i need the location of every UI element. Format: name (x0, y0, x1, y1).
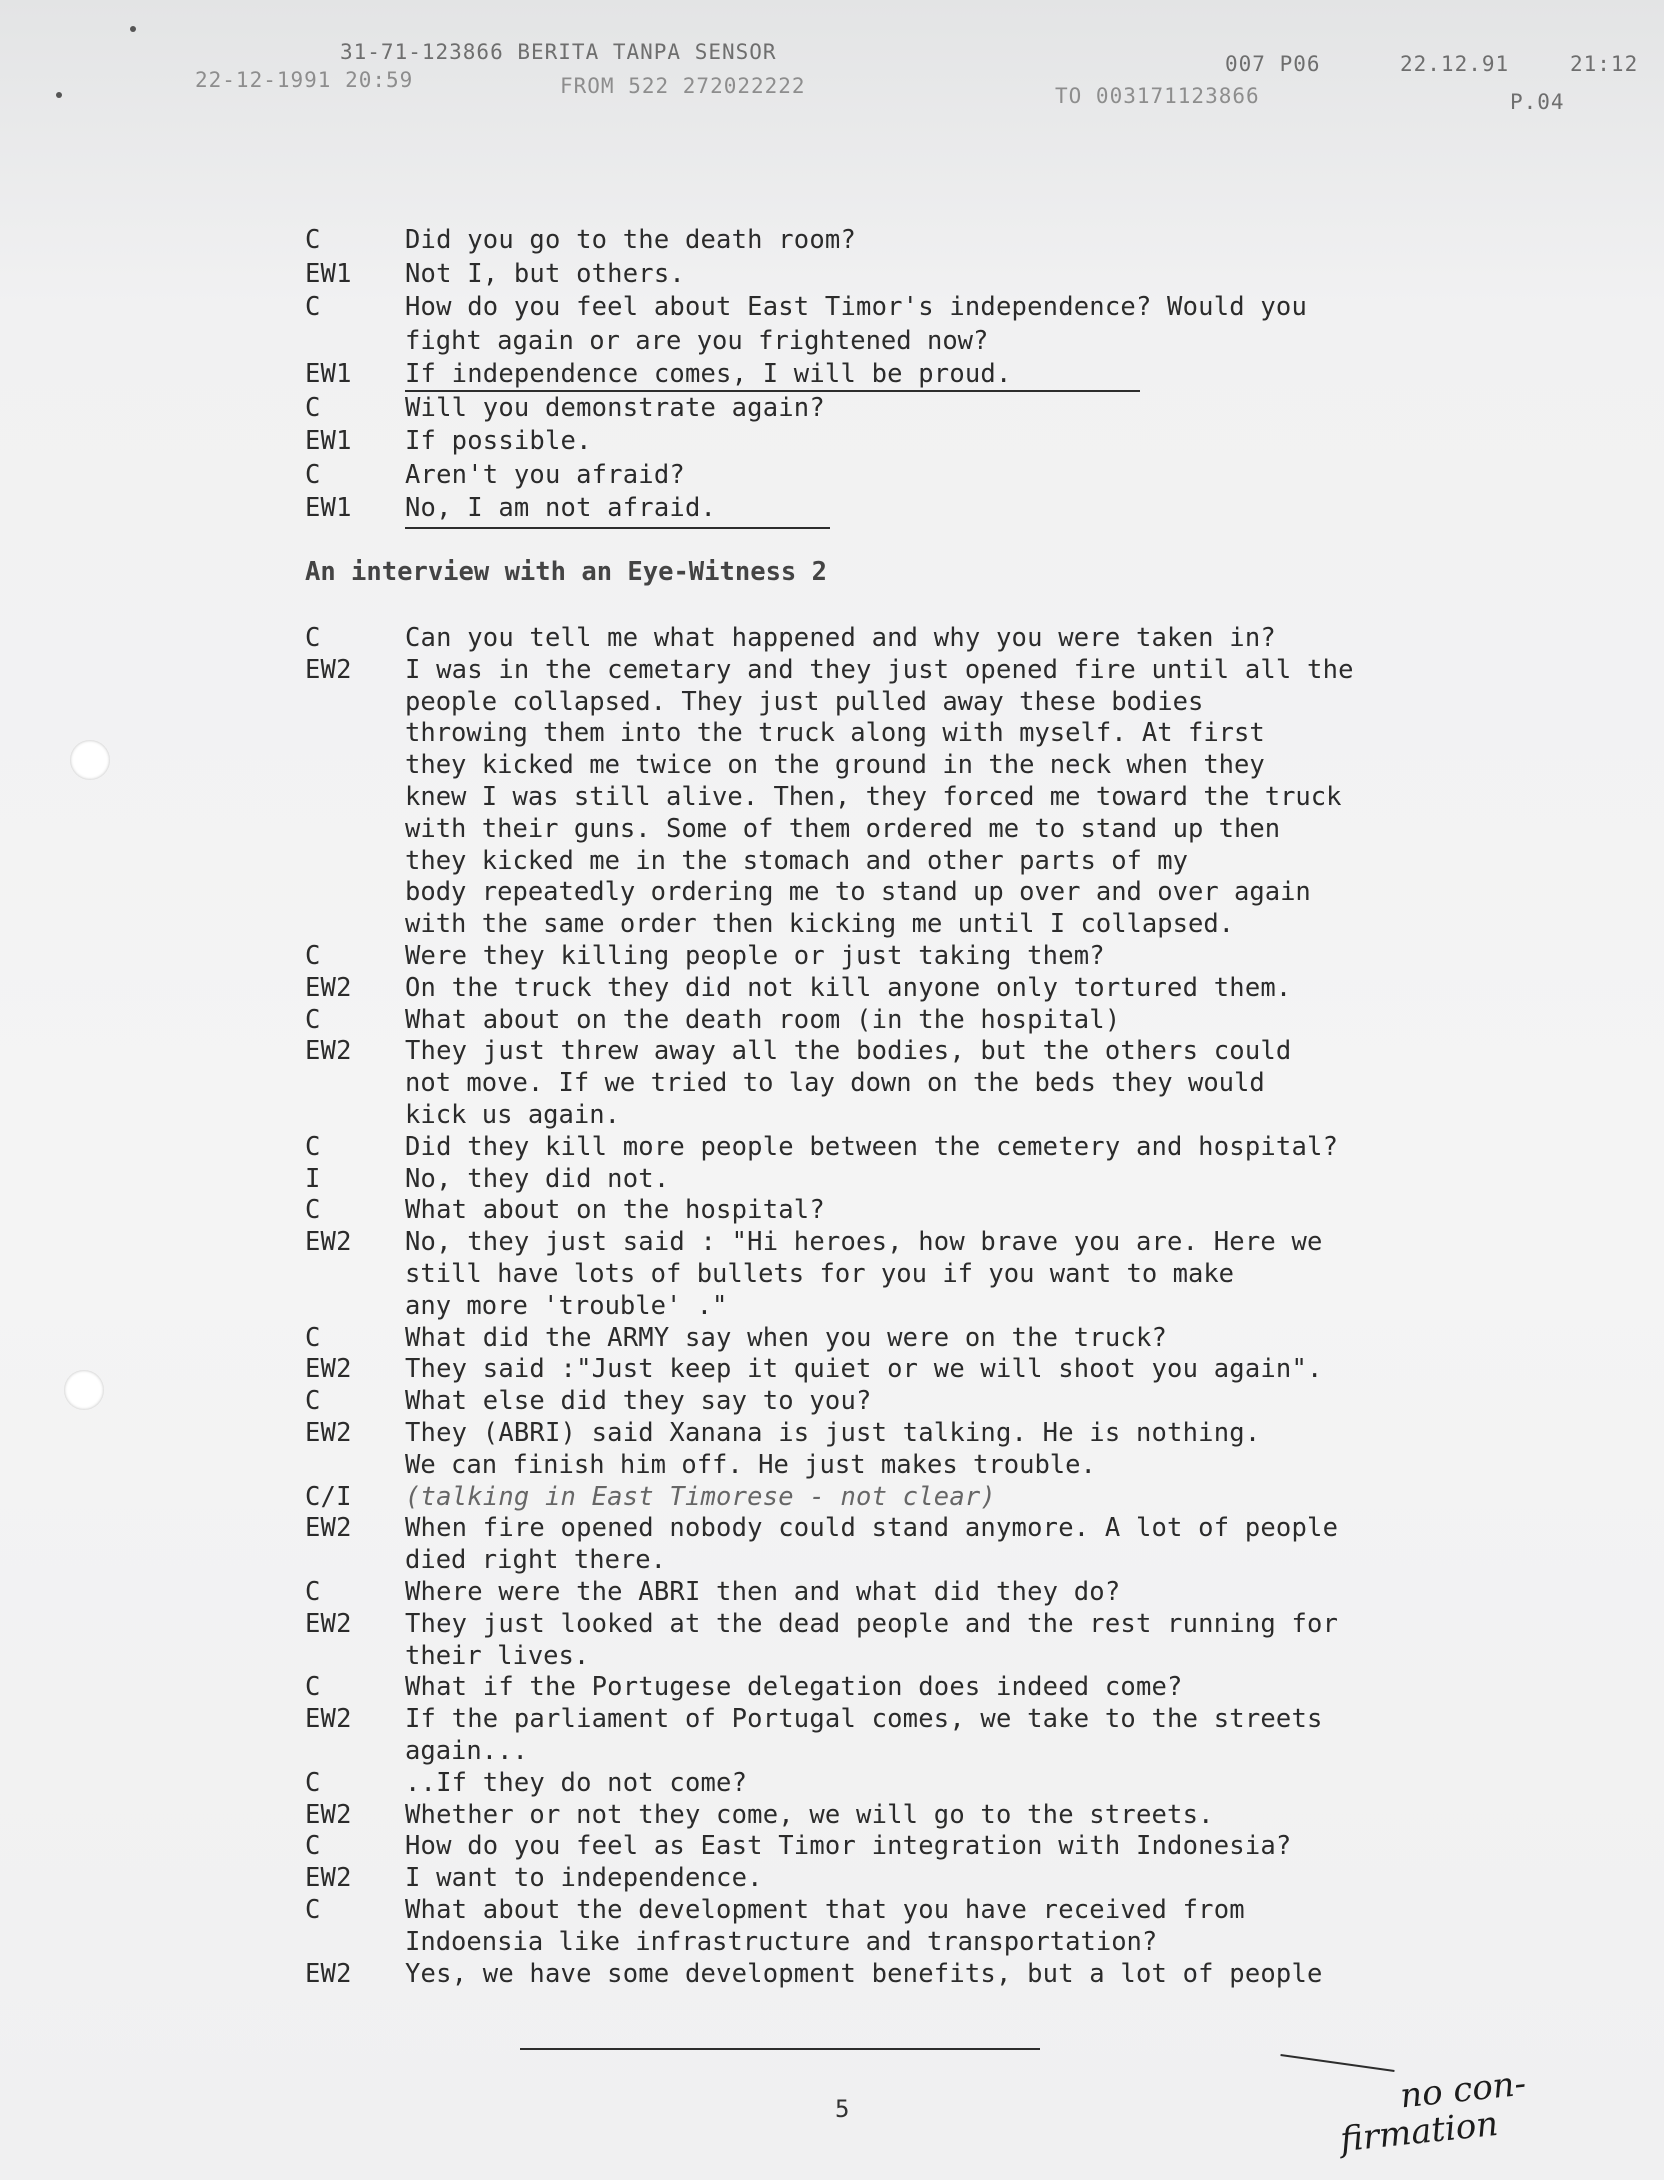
dialogue-line (305, 1004, 1120, 1036)
dialogue-text: On the truck they did not kill anyone only tortured them. (405, 972, 1292, 1003)
speaker-label: EW1 (305, 359, 352, 389)
dialogue-line (305, 654, 1354, 686)
dialogue-continuation: not move. If we tried to lay down on the beds they would (405, 1068, 1265, 1099)
dialogue-line (305, 1131, 1338, 1163)
dialogue-text: What about on the death room (in the hospital) (405, 1004, 1121, 1035)
dialogue-line (305, 358, 1012, 390)
dialogue-text: No, they did not. (405, 1163, 670, 1194)
dialogue-continuation: they kicked me in the stomach and other parts of my (405, 845, 1188, 876)
dialogue-continuation: still have lots of bullets for you if you want to make (405, 1259, 1235, 1289)
page-number: 5 (835, 2095, 850, 2123)
dialogue-text: What if the Portugese delegation does indeed come? (405, 1672, 1183, 1703)
speaker-label: C (305, 941, 321, 971)
dialogue-text: (talking in East Timorese - not clear) (405, 1481, 996, 1512)
dialogue-line (305, 1481, 996, 1513)
speaker-label: C (305, 292, 321, 322)
dialogue-text: What did the ARMY say when you were on the truck? (405, 1322, 1168, 1353)
handwritten-note-line1: no con- (1398, 2063, 1528, 2117)
dialogue-text: What about on the hospital? (405, 1195, 825, 1226)
fax-header-date: 22.12.91 (1400, 52, 1510, 76)
speaker-label: I (305, 1163, 321, 1194)
dialogue-line (305, 1703, 1323, 1735)
dialogue-text: Can you tell me what happened and why you were taken in? (405, 623, 1276, 653)
dialogue-continuation: fight again or are you frightened now? (405, 325, 989, 356)
speaker-label: C (305, 1322, 321, 1353)
speaker-label: EW2 (305, 1704, 352, 1735)
speaker-label: C (305, 623, 321, 653)
dialogue-line (305, 1799, 1214, 1831)
speaker-label: EW2 (305, 1227, 352, 1258)
speaker-label: C (305, 1386, 321, 1417)
dialogue-continuation: died right there. (405, 1545, 666, 1576)
fax-header-row1-left: 31-71-123866 BERITA TANPA SENSOR (340, 40, 777, 64)
speaker-label: C (305, 459, 321, 490)
dialogue-text: Did they kill more people between the cemetery and hospital? (405, 1131, 1339, 1162)
dialogue-continuation: again... (405, 1736, 528, 1766)
dialogue-continuation: Indoensia like infrastructure and transportation? (405, 1926, 1158, 1957)
speaker-label: EW1 (305, 426, 352, 456)
fax-header-page: P.04 (1510, 90, 1565, 114)
dialogue-line (305, 940, 1105, 972)
fax-header-row2-left: 22-12-1991 20:59 (195, 68, 414, 92)
speaker-label: C/I (305, 1481, 352, 1512)
dialogue-text: What else did they say to you? (405, 1386, 872, 1417)
speaker-label: C (305, 1131, 321, 1162)
speaker-label: EW2 (305, 1418, 352, 1448)
dialogue-line (305, 1512, 1338, 1544)
speaker-label: C (305, 1895, 321, 1925)
dialogue-line (305, 1830, 1291, 1862)
dialogue-text: If the parliament of Portugal comes, we take to the streets (405, 1704, 1323, 1735)
fax-header-time: 21:12 (1570, 52, 1639, 76)
dialogue-text: Were they killing people or just taking them? (405, 941, 1105, 971)
dialogue-line (305, 224, 856, 256)
dialogue-text: If possible. (405, 426, 592, 456)
fax-header-code: 007 P06 (1225, 52, 1321, 76)
dialogue-text: Yes, we have some development benefits, but a lot of people (405, 1958, 1323, 1989)
dialogue-text: Not I, but others. (405, 258, 685, 289)
speaker-label: C (305, 392, 321, 423)
dialogue-line (305, 1322, 1167, 1354)
dialogue-continuation: they kicked me twice on the ground in the neck when they (405, 750, 1265, 781)
dialogue-line (305, 1385, 872, 1417)
dialogue-line (305, 972, 1291, 1004)
dialogue-line (305, 1767, 747, 1799)
dialogue-line (305, 258, 685, 290)
dialogue-line (305, 1608, 1338, 1640)
dialogue-line (305, 1862, 763, 1894)
dialogue-text: When fire opened nobody could stand anymore. A lot of people (405, 1513, 1339, 1544)
dialogue-text: They just looked at the dead people and the rest running for (405, 1608, 1339, 1639)
dialogue-continuation: body repeatedly ordering me to stand up over and over again (405, 877, 1311, 908)
dialogue-line (305, 291, 1307, 323)
fax-header-from: FROM 522 272022222 (560, 74, 806, 98)
dialogue-continuation: any more 'trouble' ." (405, 1290, 728, 1321)
speaker-label: C (305, 225, 321, 255)
dialogue-text: They said :"Just keep it quiet or we will shoot you again". (405, 1354, 1323, 1385)
pen-underline (520, 2048, 1040, 2050)
dialogue-line (305, 392, 825, 424)
speaker-label: EW2 (305, 654, 352, 685)
paper-speck (56, 92, 62, 98)
dialogue-line (305, 1417, 1260, 1449)
speaker-label: EW2 (305, 1799, 352, 1830)
dialogue-text: Whether or not they come, we will go to the streets. (405, 1799, 1214, 1830)
speaker-label: C (305, 1195, 321, 1226)
speaker-label: EW2 (305, 1036, 352, 1067)
punch-hole-top (70, 740, 110, 780)
dialogue-text: If independence comes, I will be proud. (405, 359, 1012, 389)
speaker-label: EW1 (305, 258, 352, 289)
dialogue-line (305, 622, 1276, 654)
paper-speck (130, 26, 136, 32)
dialogue-line (305, 1163, 669, 1195)
dialogue-text: What about the development that you have received from (405, 1895, 1245, 1925)
dialogue-line (305, 1671, 1183, 1703)
speaker-label: EW1 (305, 493, 352, 523)
dialogue-line (305, 1576, 1120, 1608)
dialogue-text: How do you feel as East Timor integration with Indonesia? (405, 1831, 1292, 1862)
dialogue-text: Where were the ABRI then and what did they do? (405, 1577, 1121, 1607)
dialogue-line (305, 1353, 1323, 1385)
speaker-label: EW2 (305, 1608, 352, 1639)
section-heading: An interview with an Eye-Witness 2 (305, 557, 827, 587)
handwritten-note-line2: firmation (1338, 2103, 1501, 2161)
punch-hole-bottom (64, 1370, 104, 1410)
dialogue-continuation: knew I was still alive. Then, they forced me toward the truck (405, 782, 1342, 812)
speaker-label: C (305, 1672, 321, 1703)
dialogue-text: I want to independence. (405, 1863, 763, 1894)
dialogue-text: They just threw away all the bodies, but the others could (405, 1036, 1292, 1067)
speaker-label: EW2 (305, 1958, 352, 1989)
dialogue-text: Will you demonstrate again? (405, 392, 825, 423)
speaker-label: EW2 (305, 1863, 352, 1894)
speaker-label: EW2 (305, 972, 352, 1003)
pen-underline (405, 390, 1140, 392)
dialogue-line (305, 1035, 1291, 1067)
dialogue-continuation: people collapsed. They just pulled away these bodies (405, 686, 1204, 717)
dialogue-continuation: their lives. (405, 1640, 590, 1671)
dialogue-line (305, 1194, 825, 1226)
dialogue-line (305, 1226, 1323, 1258)
dialogue-continuation: with the same order then kicking me until I collapsed. (405, 909, 1235, 940)
dialogue-continuation: with their guns. Some of them ordered me to stand up then (405, 813, 1281, 844)
dialogue-text: They (ABRI) said Xanana is just talking. He is nothing. (405, 1418, 1261, 1448)
dialogue-text: Did you go to the death room? (405, 225, 857, 255)
dialogue-line (305, 1894, 1245, 1926)
speaker-label: EW2 (305, 1513, 352, 1544)
dialogue-continuation: We can finish him off. He just makes trouble. (405, 1449, 1096, 1480)
speaker-label: C (305, 1767, 321, 1798)
dialogue-text: How do you feel about East Timor's independence? Would you (405, 292, 1308, 322)
pen-underline (405, 527, 830, 529)
speaker-label: C (305, 1577, 321, 1607)
speaker-label: C (305, 1004, 321, 1035)
dialogue-line (305, 492, 716, 524)
dialogue-text: I was in the cemetary and they just opened fire until all the (405, 654, 1354, 685)
speaker-label: EW2 (305, 1354, 352, 1385)
dialogue-continuation: throwing them into the truck along with myself. At first (405, 718, 1265, 749)
dialogue-text: No, they just said : "Hi heroes, how brave you are. Here we (405, 1227, 1323, 1258)
fax-header-to: TO 003171123866 (1055, 84, 1260, 108)
dialogue-continuation: kick us again. (405, 1100, 620, 1130)
dialogue-text: Aren't you afraid? (405, 459, 685, 490)
pen-underline (1280, 2054, 1394, 2072)
dialogue-line (305, 425, 592, 457)
dialogue-text: No, I am not afraid. (405, 493, 717, 523)
speaker-label: C (305, 1831, 321, 1862)
dialogue-line (305, 459, 685, 491)
dialogue-text: ..If they do not come? (405, 1767, 748, 1798)
dialogue-line (305, 1958, 1323, 1990)
